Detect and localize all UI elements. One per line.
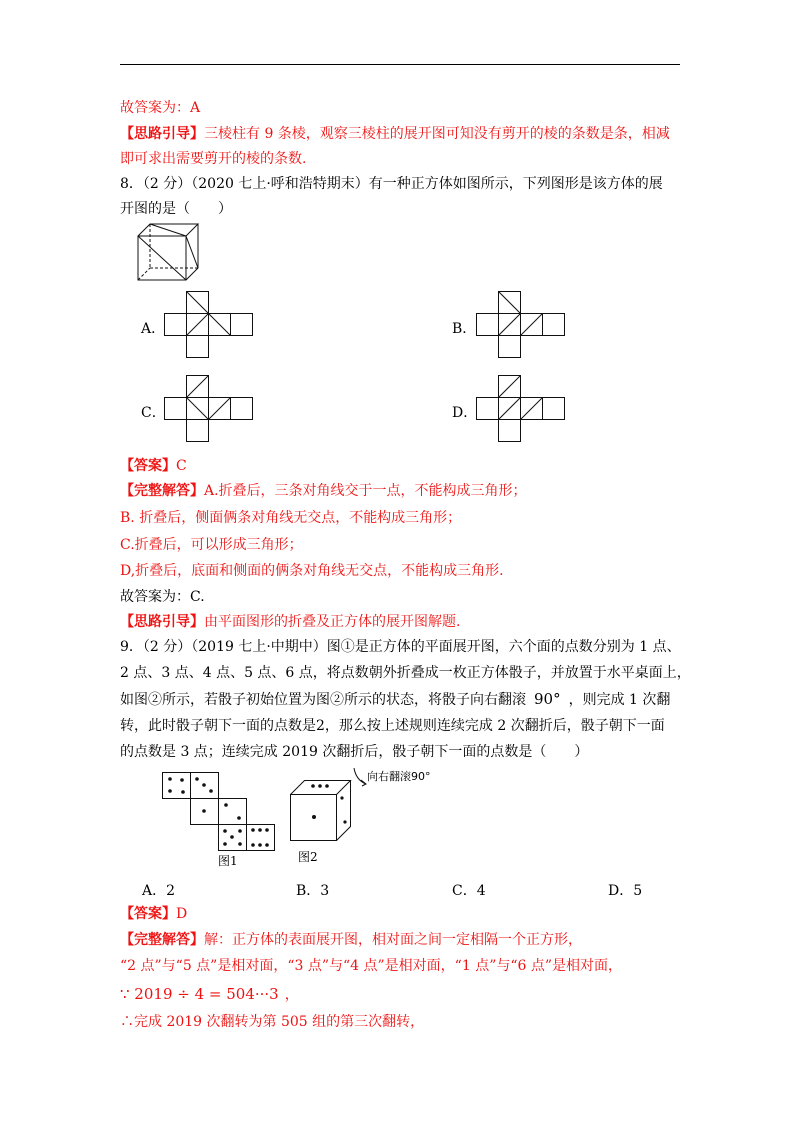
q8-option-b-label[interactable]: B． bbox=[452, 321, 477, 337]
q8-option-b-net[interactable] bbox=[476, 290, 570, 360]
header-rule bbox=[120, 64, 680, 65]
cube-hidden-edge-d bbox=[138, 268, 150, 280]
q9-answer bbox=[120, 904, 187, 924]
q8-option-c-label[interactable]: C． bbox=[141, 405, 166, 421]
q8-hint-text: 由平面图形的折叠及正方体的展开图解题. bbox=[204, 614, 461, 630]
q9-angle: 90° bbox=[534, 690, 561, 708]
q9-choice-b[interactable]: B．3 bbox=[296, 883, 330, 899]
q8-option-d-label[interactable]: D． bbox=[452, 405, 478, 421]
q7-hint-label: 【思路引导】 bbox=[120, 126, 204, 142]
q9-stem-1: 9．（2 分）（2019 七上·中期中）图①是正方体的平面展开图，六个面的点数分别为 1 点、 bbox=[120, 639, 681, 655]
q8-solution-c: C.折叠后，可以形成三角形； bbox=[120, 537, 303, 553]
q7-hint bbox=[120, 124, 670, 144]
q9-stem-3 bbox=[120, 689, 670, 710]
q9-stem-4: 转，此时骰子朝下一面的点数是2，那么按上述规则连续完成 2 次翻折后，骰子朝下一面 bbox=[120, 718, 665, 734]
q8-solution-a: A.折叠后，三条对角线交于一点，不能构成三角形； bbox=[204, 483, 527, 499]
q9-stem-3b: ，则完成 1 次翻 bbox=[568, 692, 671, 708]
cube-side-diagonal bbox=[186, 236, 198, 268]
q8-option-d-net[interactable] bbox=[476, 374, 570, 444]
q8-solution-b: B. 折叠后，侧面俩条对角线无交点，不能构成三角形； bbox=[120, 510, 462, 526]
q7-hint-text-1: 三棱柱有 9 条棱，观察三棱柱的展开图可知没有剪开的棱的条数是条，相减 bbox=[204, 126, 670, 142]
q9-solution-math: ∵ 2019 ÷ 4 = 504···3 bbox=[120, 985, 279, 1003]
q9-solution-3-tail: ， bbox=[284, 987, 299, 1003]
q7-answer-line: 故答案为：A bbox=[120, 100, 201, 116]
q9-stem-3a: 如图②所示，若骰子初始位置为图②所示的状态，将骰子向右翻滚 bbox=[120, 692, 526, 708]
q8-solution bbox=[120, 481, 527, 501]
cube-front-diagonal bbox=[138, 236, 186, 280]
q9-solution bbox=[120, 930, 582, 950]
q9-figure-2-label: 图2 bbox=[298, 850, 318, 864]
q9-answer-value: D bbox=[176, 906, 188, 922]
q8-solution-label: 【完整解答】 bbox=[120, 483, 204, 499]
q8-final: 故答案为：C. bbox=[120, 589, 205, 605]
q9-figure-2-die bbox=[286, 778, 356, 846]
q9-figure-2-arrow-label: 向右翻滚90° bbox=[367, 770, 431, 783]
q8-hint bbox=[120, 612, 460, 632]
q9-solution-2: “2 点”与“5 点”是相对面，“3 点”与“4 点”是相对面，“1 点”与“6 点”是相对面， bbox=[120, 958, 623, 974]
q8-option-c-net[interactable] bbox=[164, 374, 258, 444]
q9-solution-label: 【完整解答】 bbox=[120, 932, 204, 948]
q8-answer-label: 【答案】 bbox=[120, 458, 176, 474]
q8-stem-1: 8．（2 分）（2020 七上·呼和浩特期末）有一种正方体如图所示，下列图形是该方体的展 bbox=[120, 176, 663, 192]
q7-hint-text-2: 即可求出需要剪开的棱的条数. bbox=[120, 151, 307, 167]
q9-choice-d[interactable]: D．5 bbox=[608, 883, 643, 899]
q8-cube-figure bbox=[130, 220, 210, 285]
q9-solution-1: 解：正方体的表面展开图，相对面之间一定相隔一个正方形， bbox=[204, 932, 582, 948]
q9-solution-3 bbox=[120, 984, 299, 1005]
q8-option-a-net[interactable] bbox=[164, 290, 258, 360]
q9-stem-2: 2 点、3 点、4 点、5 点、6 点，将点数朝外折叠成一枚正方体骰子，并放置于水平桌面上， bbox=[120, 665, 691, 681]
q9-choice-a[interactable]: A．2 bbox=[142, 883, 176, 899]
q8-solution-d: D,折叠后，底面和侧面的俩条对角线无交点，不能构成三角形. bbox=[120, 563, 504, 579]
cube-top-diagonal bbox=[150, 224, 186, 236]
q8-answer-value: C bbox=[176, 458, 187, 474]
q8-stem-2: 开图的是（ ） bbox=[120, 201, 232, 217]
q9-solution-4: ∴完成 2019 次翻转为第 505 组的第三次翻转， bbox=[120, 1014, 425, 1030]
q9-choice-c[interactable]: C．4 bbox=[452, 883, 486, 899]
q9-figure-1-label: 图1 bbox=[218, 854, 238, 868]
q9-stem-5: 的点数是 3 点；连续完成 2019 次翻折后，骰子朝下一面的点数是（ ） bbox=[120, 744, 589, 760]
q8-option-a-label[interactable]: A． bbox=[141, 321, 166, 337]
q8-hint-label: 【思路引导】 bbox=[120, 614, 204, 630]
q8-answer bbox=[120, 456, 187, 476]
q9-answer-label: 【答案】 bbox=[120, 906, 176, 922]
